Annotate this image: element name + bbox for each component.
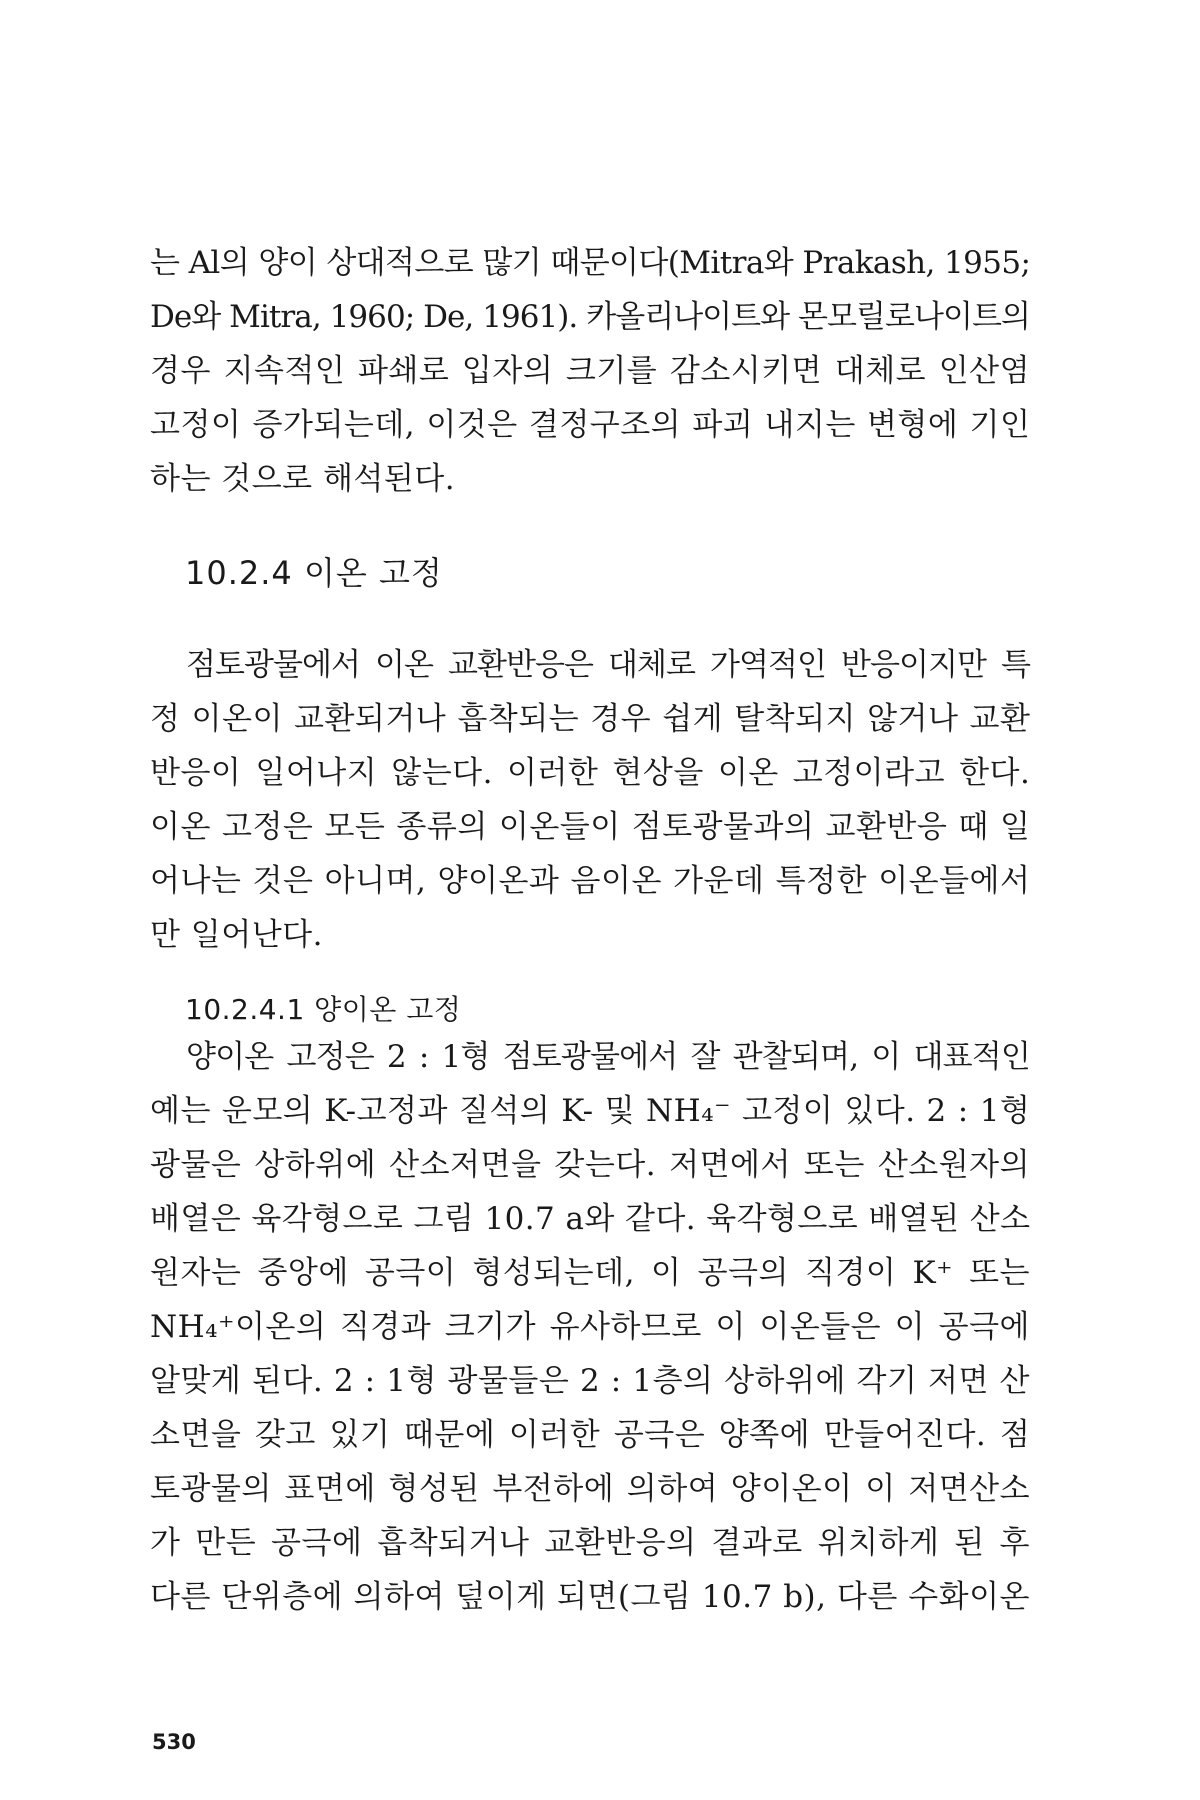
text-line: 점토광물에서 이온 교환반응은 대체로 가역적인 반응이지만 특	[186, 647, 1030, 683]
text-line: 반응이 일어나지 않는다. 이러한 현상을 이온 고정이라고 한다.	[150, 755, 1031, 791]
text-line: NH₄⁺이온의 직경과 크기가 유사하므로 이 이온들은 이 공극에	[150, 1309, 1030, 1345]
paragraph-ion-fixation	[150, 638, 1030, 962]
page-number: 530	[152, 1730, 196, 1754]
text-line: 광물은 상하위에 산소저면을 갖는다. 저면에서 또는 산소원자의	[150, 1147, 1031, 1183]
text-line: 이온 고정은 모든 종류의 이온들이 점토광물과의 교환반응 때 일	[150, 809, 1031, 845]
text-line: 고정이 증가되는데, 이것은 결정구조의 파괴 내지는 변형에 기인	[150, 407, 1031, 443]
subsection-heading-cation-fixation: 10.2.4.1 양이온 고정	[185, 993, 462, 1026]
text-line: 원자는 중앙에 공극이 형성되는데, 이 공극의 직경이 K⁺ 또는	[150, 1255, 1030, 1291]
text-line: 하는 것으로 해석된다.	[150, 461, 456, 497]
text-line: 예는 운모의 K-고정과 질석의 K- 및 NH₄⁻ 고정이 있다. 2 : 1형	[150, 1093, 1031, 1129]
text-line: 경우 지속적인 파쇄로 입자의 크기를 감소시키면 대체로 인산염	[150, 353, 1031, 389]
text-line: 양이온 고정은 2 : 1형 점토광물에서 잘 관찰되며, 이 대표적인	[186, 1039, 1030, 1075]
text-line: 다른 단위층에 의하여 덮이게 되면(그림 10.7 b), 다른 수화이온	[150, 1579, 1030, 1615]
text-line: 소면을 갖고 있기 때문에 이러한 공극은 양쪽에 만들어진다. 점	[150, 1417, 1031, 1453]
text-line: 토광물의 표면에 형성된 부전하에 의하여 양이온이 이 저면산소	[150, 1471, 1031, 1507]
text-line: 가 만든 공극에 흡착되거나 교환반응의 결과로 위치하게 된 후	[150, 1525, 1030, 1561]
text-line: 는 Al의 양이 상대적으로 많기 때문이다(Mitra와 Prakash, 1955;	[150, 245, 1031, 281]
text-line: De와 Mitra, 1960; De, 1961). 카올리나이트와 몬모릴로나이트의	[150, 299, 1030, 335]
paragraph-cation-fixation	[150, 1030, 1030, 1624]
text-line: 알맞게 된다. 2 : 1형 광물들은 2 : 1층의 상하위에 각기 저면 산	[150, 1363, 1030, 1399]
text-line: 배열은 육각형으로 그림 10.7 a와 같다. 육각형으로 배열된 산소	[150, 1201, 1031, 1237]
text-line: 어나는 것은 아니며, 양이온과 음이온 가운데 특정한 이온들에서	[150, 863, 1031, 899]
text-line: 정 이온이 교환되거나 흡착되는 경우 쉽게 탈착되지 않거나 교환	[150, 701, 1031, 737]
section-heading-ion-fixation: 10.2.4 이온 고정	[185, 554, 443, 592]
text-line: 만 일어난다.	[150, 917, 323, 953]
paragraph-phosphate-fixation	[150, 236, 1030, 506]
